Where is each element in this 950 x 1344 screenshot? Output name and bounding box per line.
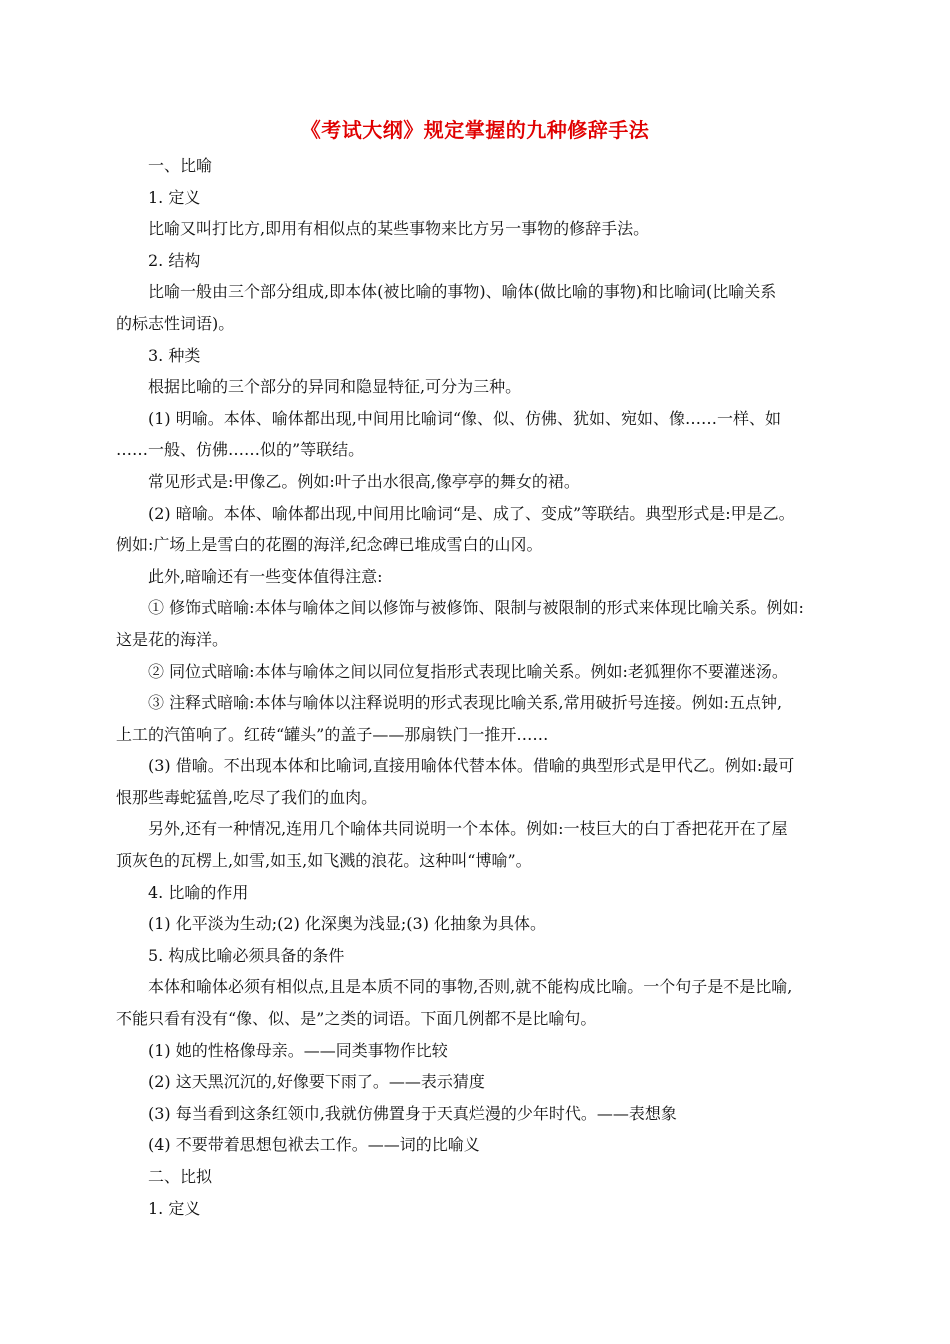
text-line: (4) 不要带着思想包袱去工作。——词的比喻义: [148, 1135, 480, 1155]
text-line: 顶灰色的瓦楞上,如雪,如玉,如飞溅的浪花。这种叫“博喻”。: [116, 851, 532, 871]
text-line: 比喻一般由三个部分组成,即本体(被比喻的事物)、喻体(做比喻的事物)和比喻词(比喻关系: [148, 282, 777, 302]
text-line: 4. 比喻的作用: [148, 882, 249, 902]
text-line: 恨那些毒蛇猛兽,吃尽了我们的血肉。: [116, 787, 378, 807]
text-line: (2) 这天黑沉沉的,好像要下雨了。——表示猜度: [148, 1072, 485, 1092]
text-line: (1) 化平淡为生动;(2) 化深奥为浅显;(3) 化抽象为具体。: [148, 914, 547, 934]
text-line: (2) 暗喻。本体、喻体都出现,中间用比喻词“是、成了、变成”等联结。典型形式是:甲是乙。: [148, 503, 795, 523]
text-line: 1. 定义: [148, 187, 201, 207]
text-line: 本体和喻体必须有相似点,且是本质不同的事物,否则,就不能构成比喻。一个句子是不是比喻,: [148, 977, 793, 997]
text-line: (1) 明喻。本体、喻体都出现,中间用比喻词“像、似、仿佛、犹如、宛如、像……一样、如: [148, 408, 782, 428]
text-line: 比喻又叫打比方,即用有相似点的某些事物来比方另一事物的修辞手法。: [148, 219, 650, 239]
text-line: ③ 注释式暗喻:本体与喻体以注释说明的形式表现比喻关系,常用破折号连接。例如:五点钟,: [148, 693, 783, 713]
document-body: [116, 150, 834, 1224]
text-line: 3. 种类: [148, 345, 201, 365]
text-line: 根据比喻的三个部分的异同和隐显特征,可分为三种。: [148, 377, 522, 397]
text-line: 上工的汽笛响了。红砖“罐头”的盖子——那扇铁门一推开……: [116, 724, 549, 744]
text-line: ……一般、仿佛……似的”等联结。: [116, 440, 365, 460]
text-line: (3) 每当看到这条红领巾,我就仿佛置身于天真烂漫的少年时代。——表想象: [148, 1103, 677, 1123]
text-line: ① 修饰式暗喻:本体与喻体之间以修饰与被修饰、限制与被限制的形式来体现比喻关系。例如:: [148, 598, 804, 618]
text-line: 不能只看有没有“像、似、是”之类的词语。下面几例都不是比喻句。: [116, 1009, 597, 1029]
text-line: 5. 构成比喻必须具备的条件: [148, 945, 345, 965]
text-line: (1) 她的性格像母亲。——同类事物作比较: [148, 1040, 448, 1060]
text-line: 常见形式是:甲像乙。例如:叶子出水很高,像亭亭的舞女的裙。: [148, 471, 580, 491]
text-line: 一、比喻: [148, 156, 213, 175]
text-line: (3) 借喻。不出现本体和比喻词,直接用喻体代替本体。借喻的典型形式是甲代乙。例如:最可: [148, 756, 795, 776]
text-line: 2. 结构: [148, 250, 201, 270]
text-line: ② 同位式暗喻:本体与喻体之间以同位复指形式表现比喻关系。例如:老狐狸你不要灌迷汤。: [148, 661, 788, 681]
text-line: 此外,暗喻还有一些变体值得注意:: [148, 566, 383, 586]
page-title: 《考试大纲》规定掌握的九种修辞手法: [300, 118, 650, 142]
text-line: 例如:广场上是雪白的花圈的海洋,纪念碑已堆成雪白的山冈。: [116, 535, 543, 555]
text-line: 1. 定义: [148, 1198, 201, 1218]
text-line: 二、比拟: [148, 1167, 213, 1186]
text-line: 另外,还有一种情况,连用几个喻体共同说明一个本体。例如:一枝巨大的白丁香把花开在了屋: [148, 819, 788, 839]
text-line: 这是花的海洋。: [116, 629, 229, 649]
text-line: 的标志性词语)。: [116, 313, 235, 333]
